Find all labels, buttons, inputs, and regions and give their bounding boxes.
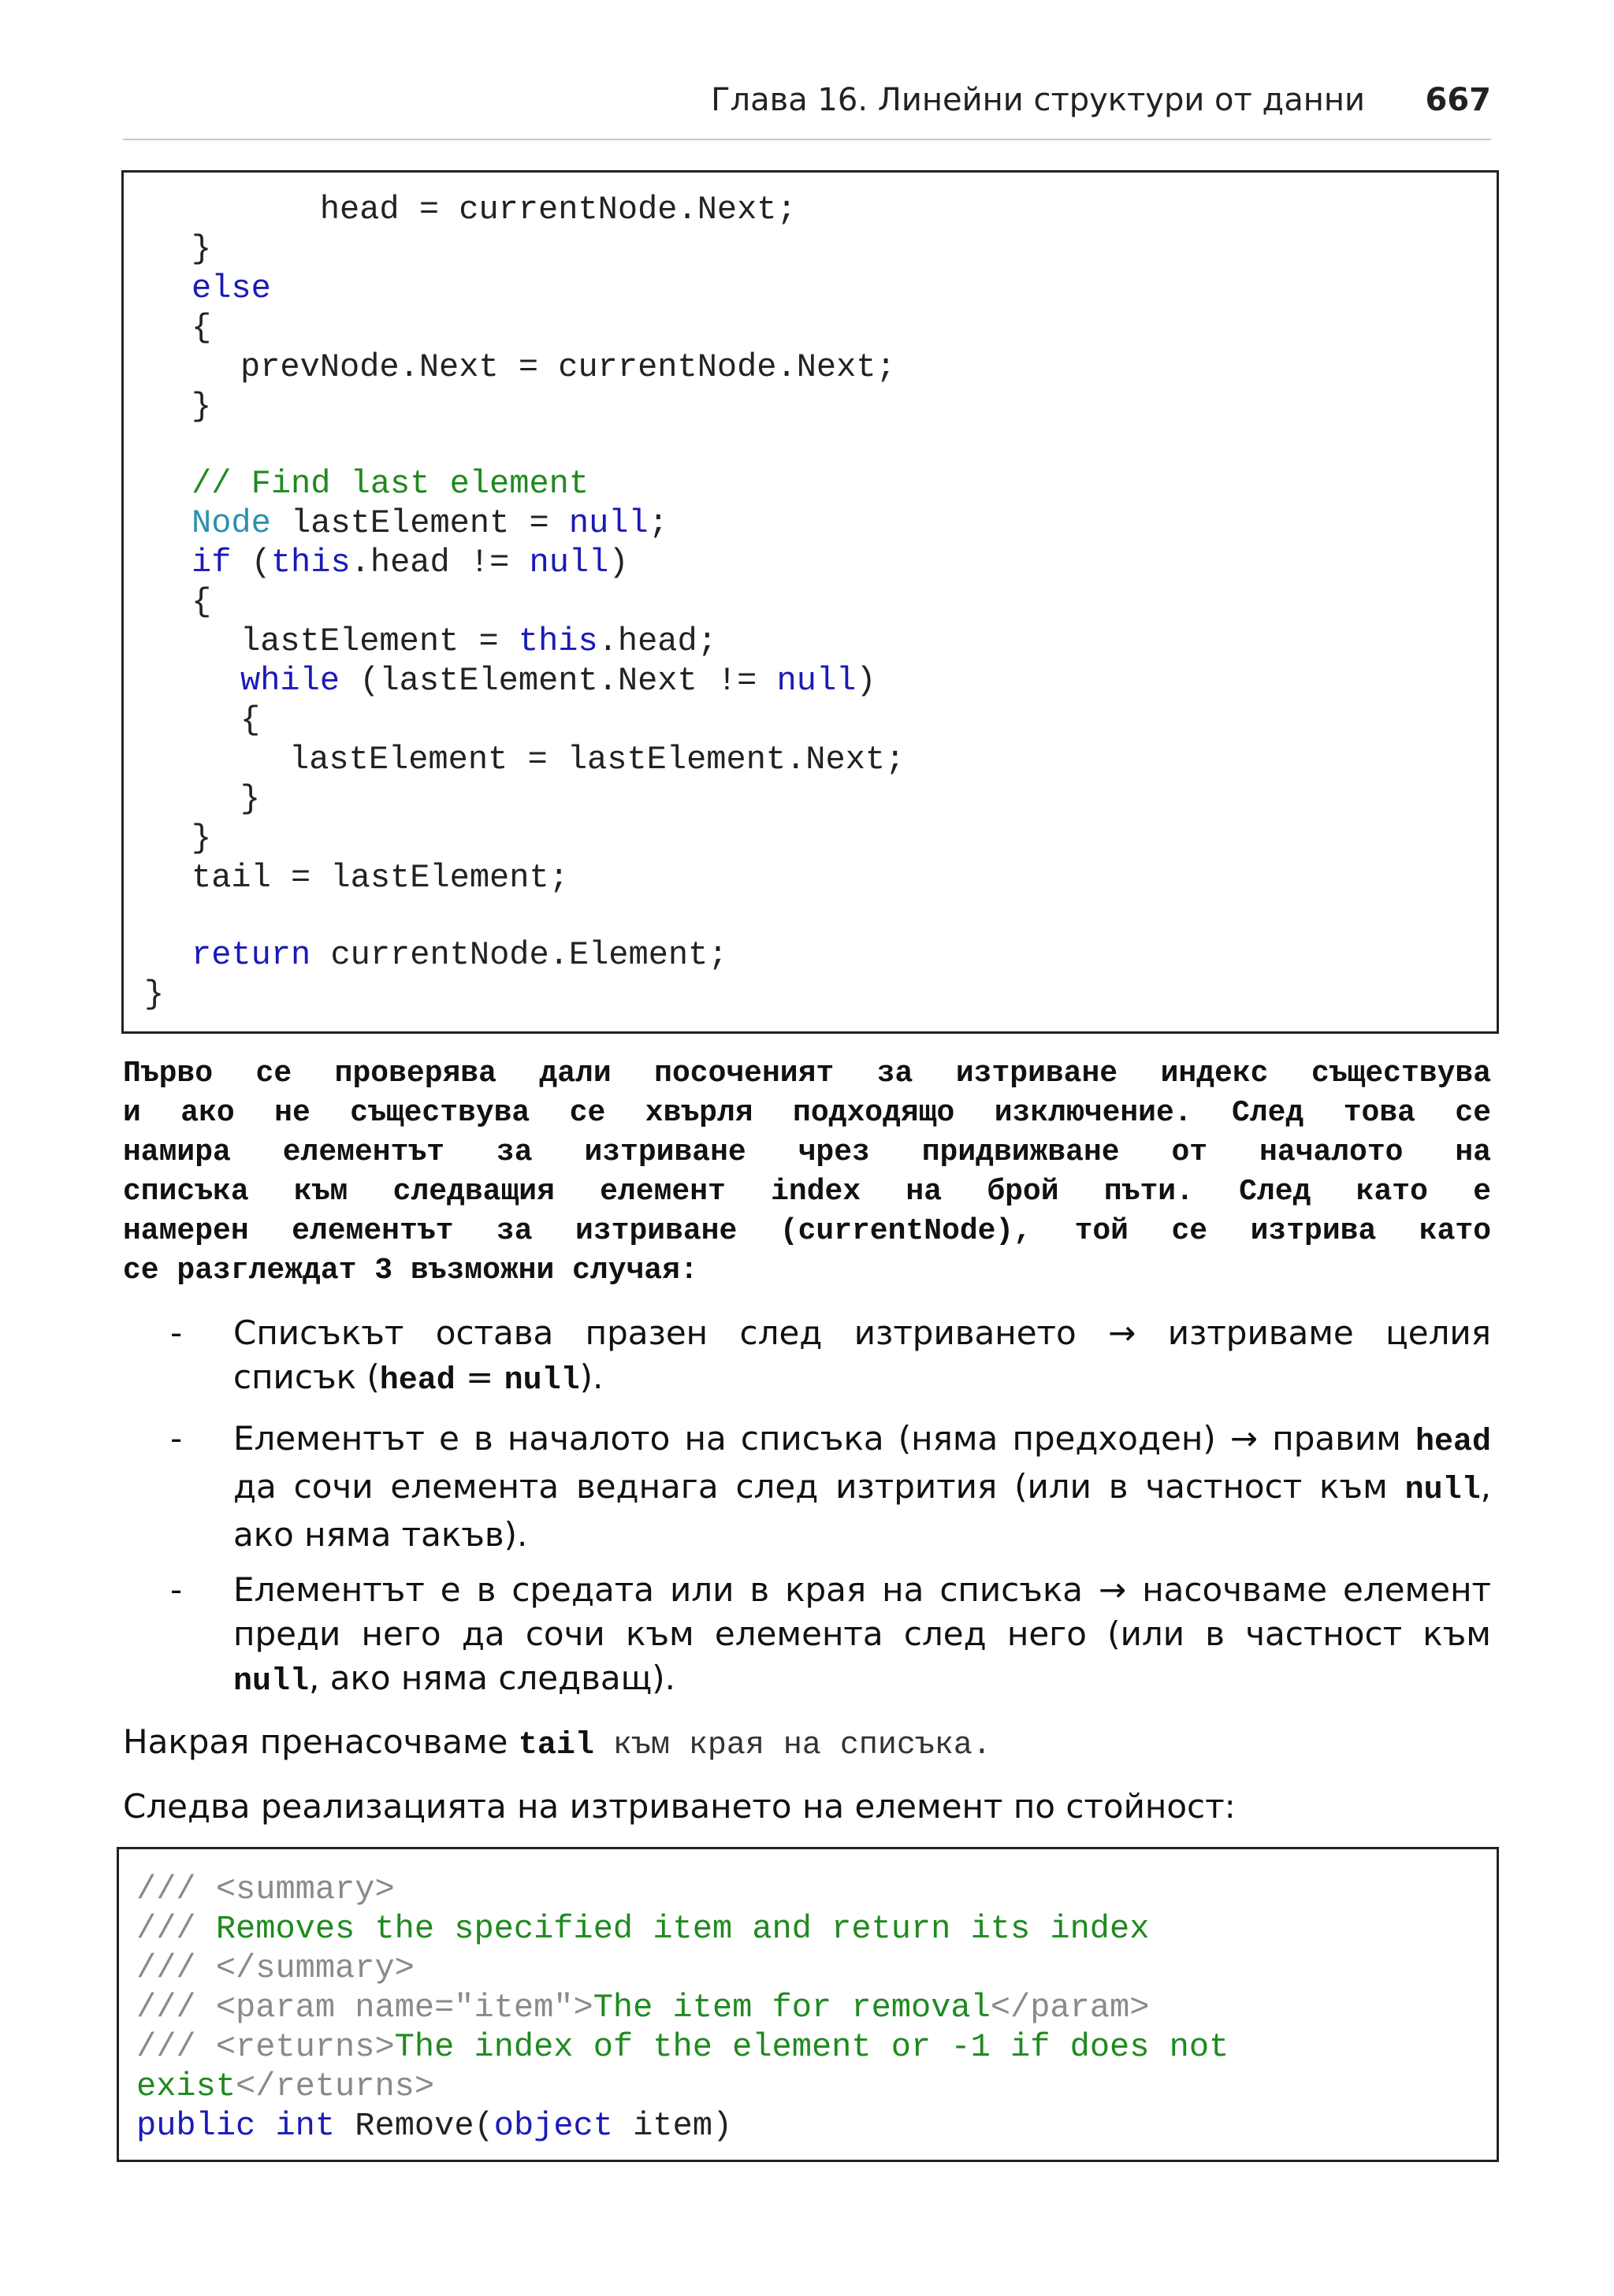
code-line: Node lastElement = null;	[192, 504, 668, 542]
code-line: return currentNode.Element;	[192, 936, 728, 974]
code-line: else	[192, 269, 271, 307]
code-comment: /// <returns>The index of the element or -1 if does not	[136, 2028, 1229, 2066]
list-item: - Елементът е в средата или в края на списъка → насочваме елемент преди него да сочи към елемента след него (или в частност към null, ако няма следващ).	[170, 1570, 1491, 1700]
code-line: head = currentNode.Next;	[240, 191, 797, 228]
page-header	[123, 79, 1491, 140]
code-comment: /// <param name="item">The item for removal</param>	[136, 1989, 1150, 2027]
tail-paragraph: Накрая пренасочваме tail към края на списъка.	[123, 1722, 991, 1763]
code-line: lastElement = this.head;	[240, 622, 717, 660]
code-line: }	[192, 230, 212, 268]
explanation-paragraph: Първо се проверява дали посоченият за изтриване индекс съществува и ако не съществува се хвърля подходящо изключение. След това се намира елементът за изтриване чрез придвижване от началото на списъка към следващия елемент index на брой пъти. След като е намерен елементът за изтриване (currentNode), той се изтрива като се разглеждат 3 възможни случая:	[123, 1057, 1491, 1287]
code-line: {	[192, 309, 212, 347]
code-line: }	[144, 975, 165, 1013]
code-line: }	[240, 780, 261, 818]
code-line: while (lastElement.Next != null)	[240, 662, 876, 700]
code-line: public int Remove(object item)	[136, 2107, 733, 2145]
code-comment: /// <summary>	[136, 1871, 395, 1908]
code-comment: exist</returns>	[136, 2068, 435, 2105]
code-line: {	[240, 701, 261, 739]
code-line: }	[192, 819, 212, 857]
list-item: - Елементът е в началото на списъка (няма предходен) → правим head да сочи елемента веднага след изтрития (или в частност към null, ако няма такъв).	[170, 1419, 1491, 1554]
code-line: {	[192, 583, 212, 621]
code-comment: /// Removes the specified item and return its index	[136, 1910, 1150, 1948]
code-line: prevNode.Next = currentNode.Next;	[240, 348, 896, 386]
code-line: lastElement = lastElement.Next;	[289, 741, 906, 778]
code-block-1	[121, 170, 1499, 1034]
code-comment: // Find last element	[192, 465, 589, 503]
list-item: - Списъкът остава празен след изтриването → изтриваме целия списък (head = null).	[170, 1313, 1491, 1399]
chapter-title: Глава 16. Линейни структури от данни	[711, 82, 1365, 118]
code-block-2	[117, 1847, 1499, 2162]
code-comment: /// </summary>	[136, 1949, 415, 1987]
code-line: if (this.head != null)	[192, 544, 629, 581]
intro-paragraph: Следва реализацията на изтриването на елемент по стойност:	[123, 1787, 1236, 1826]
code-line: }	[192, 388, 212, 425]
code-line: tail = lastElement;	[192, 859, 569, 897]
page-number: 667	[1425, 82, 1491, 118]
